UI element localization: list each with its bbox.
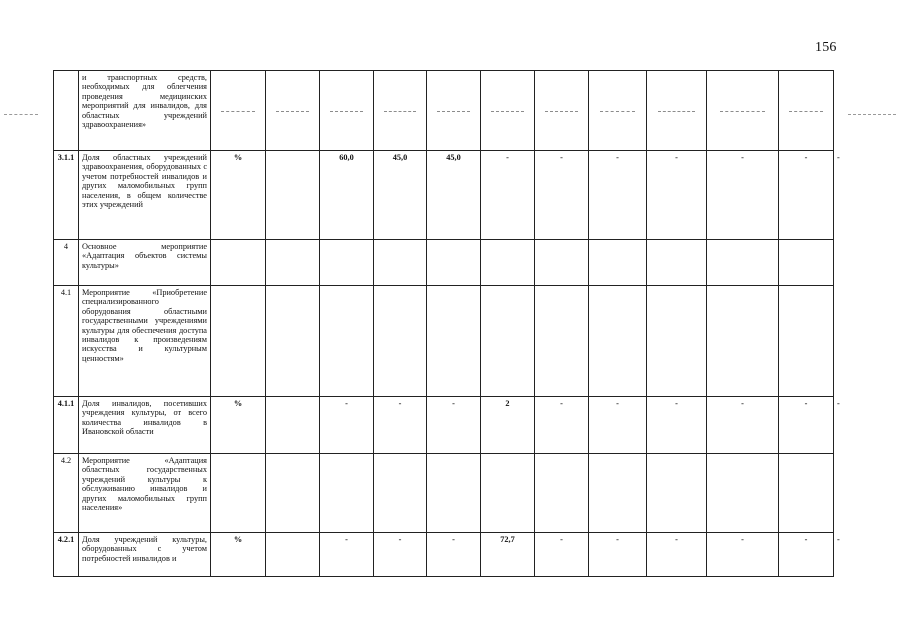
value-cell: - <box>707 151 779 240</box>
table-row <box>54 286 834 397</box>
value-cell: 60,0 <box>320 151 374 240</box>
value-cell <box>320 454 374 533</box>
value-cell: - <box>647 397 707 454</box>
value-cell <box>589 454 647 533</box>
value-cell: - <box>647 151 707 240</box>
value-cell <box>481 454 535 533</box>
value-cell <box>266 533 320 577</box>
value-cell <box>779 240 834 286</box>
value-cell <box>266 151 320 240</box>
value-cell <box>320 240 374 286</box>
value-cell <box>647 240 707 286</box>
row-name: Основное мероприятие «Адаптация объектов системы культуры» <box>79 240 211 286</box>
value-cell <box>707 71 779 151</box>
value-cell: 45,0 <box>427 151 481 240</box>
value-cell: - <box>320 533 374 577</box>
value-cell <box>647 454 707 533</box>
value-cell <box>535 454 589 533</box>
value-cell: - <box>535 151 589 240</box>
indicator-table <box>53 70 840 577</box>
value-cell <box>779 286 834 397</box>
unit-cell <box>211 71 266 151</box>
row-name: и транспортных средств, необходимых для облегчения проведения медицинских мероприятий для инвалидов, для областных учреждений здравоохранения» <box>79 71 211 151</box>
value-cell: 45,0 <box>374 151 427 240</box>
row-name: Доля областных учреждений здравоохранения, оборудованных с учетом потребностей инвалидов и других маломобильных групп населения, в общем количестве этих учреждений <box>79 151 211 240</box>
table-row: 4.1.1 Доля инвалидов, посетивших учреждения культуры, от всего количества инвалидов в Ивановской области % - - - 2 - - - - - - <box>54 397 834 454</box>
unit-cell: % <box>211 533 266 577</box>
unit-cell <box>211 454 266 533</box>
row-number: 4.2 <box>54 454 79 533</box>
page-number: 156 <box>815 40 837 55</box>
value-cell: 72,7 <box>481 533 535 577</box>
value-cell: - <box>320 397 374 454</box>
row-name: Доля учреждений культуры, оборудованных с учетом потребностей инвалидов и <box>79 533 211 577</box>
value-cell <box>535 240 589 286</box>
value-cell <box>707 240 779 286</box>
value-cell: - <box>647 533 707 577</box>
unit-cell <box>211 286 266 397</box>
row-number <box>54 71 79 151</box>
value-cell: - <box>779 533 834 577</box>
value-cell <box>266 286 320 397</box>
row-number: 4.1.1 <box>54 397 79 454</box>
value-cell <box>266 71 320 151</box>
value-cell: - <box>589 397 647 454</box>
value-cell: - <box>535 533 589 577</box>
value-cell: - <box>427 533 481 577</box>
value-cell <box>707 454 779 533</box>
value-cell <box>779 454 834 533</box>
value-cell <box>427 71 481 151</box>
value-cell <box>779 71 834 151</box>
row-name: Доля инвалидов, посетивших учреждения культуры, от всего количества инвалидов в Ивановской области <box>79 397 211 454</box>
value-cell: - <box>427 397 481 454</box>
table-row <box>54 71 834 151</box>
value-cell <box>481 240 535 286</box>
table-row: 4.2.1 Доля учреждений культуры, оборудованных с учетом потребностей инвалидов и % - - - 72,7 - - - - - - <box>54 533 834 577</box>
value-cell <box>266 240 320 286</box>
scan-artifact-line-left <box>4 114 38 115</box>
row-number: 3.1.1 <box>54 151 79 240</box>
value-cell <box>707 286 779 397</box>
value-cell <box>320 286 374 397</box>
unit-cell: % <box>211 151 266 240</box>
value-cell <box>589 71 647 151</box>
value-cell: - <box>589 151 647 240</box>
value-cell <box>647 286 707 397</box>
table-row: 3.1.1 Доля областных учреждений здравоохранения, оборудованных с учетом потребностей инвалидов и других маломобильных групп населения, в общем количестве этих учреждений % 60,0 45,0 45,0 - - - - - - - <box>54 151 834 240</box>
value-cell: - <box>779 397 834 454</box>
value-cell <box>427 240 481 286</box>
unit-cell <box>211 240 266 286</box>
table-row <box>54 240 834 286</box>
row-number: 4.1 <box>54 286 79 397</box>
value-cell <box>266 397 320 454</box>
value-cell <box>481 71 535 151</box>
value-cell: - <box>589 533 647 577</box>
value-cell <box>535 71 589 151</box>
value-cell <box>589 286 647 397</box>
value-cell <box>374 71 427 151</box>
value-cell: - <box>481 151 535 240</box>
table-row <box>54 454 834 533</box>
scan-artifact-line-right <box>848 114 896 115</box>
value-cell: 2 <box>481 397 535 454</box>
value-cell <box>374 286 427 397</box>
value-cell <box>427 454 481 533</box>
value-cell: - <box>707 533 779 577</box>
row-number: 4 <box>54 240 79 286</box>
value-cell <box>374 240 427 286</box>
value-cell <box>481 286 535 397</box>
value-cell <box>374 454 427 533</box>
value-cell: - <box>535 397 589 454</box>
unit-cell: % <box>211 397 266 454</box>
value-cell <box>427 286 481 397</box>
value-cell <box>320 71 374 151</box>
row-name: Мероприятие «Адаптация областных государственных учреждений культуры к обслуживанию инвалидов и других маломобильных групп населения» <box>79 454 211 533</box>
value-cell <box>266 454 320 533</box>
value-cell: - <box>779 151 834 240</box>
value-cell <box>647 71 707 151</box>
row-number: 4.2.1 <box>54 533 79 577</box>
value-cell <box>535 286 589 397</box>
value-cell: - <box>374 397 427 454</box>
value-cell: - <box>707 397 779 454</box>
value-cell <box>589 240 647 286</box>
row-name: Мероприятие «Приобретение специализированного оборудования областными государственными учреждениями культуры для обеспечения доступа инвалидов к произведениям искусства и культурным ценностям» <box>79 286 211 397</box>
value-cell: - <box>374 533 427 577</box>
